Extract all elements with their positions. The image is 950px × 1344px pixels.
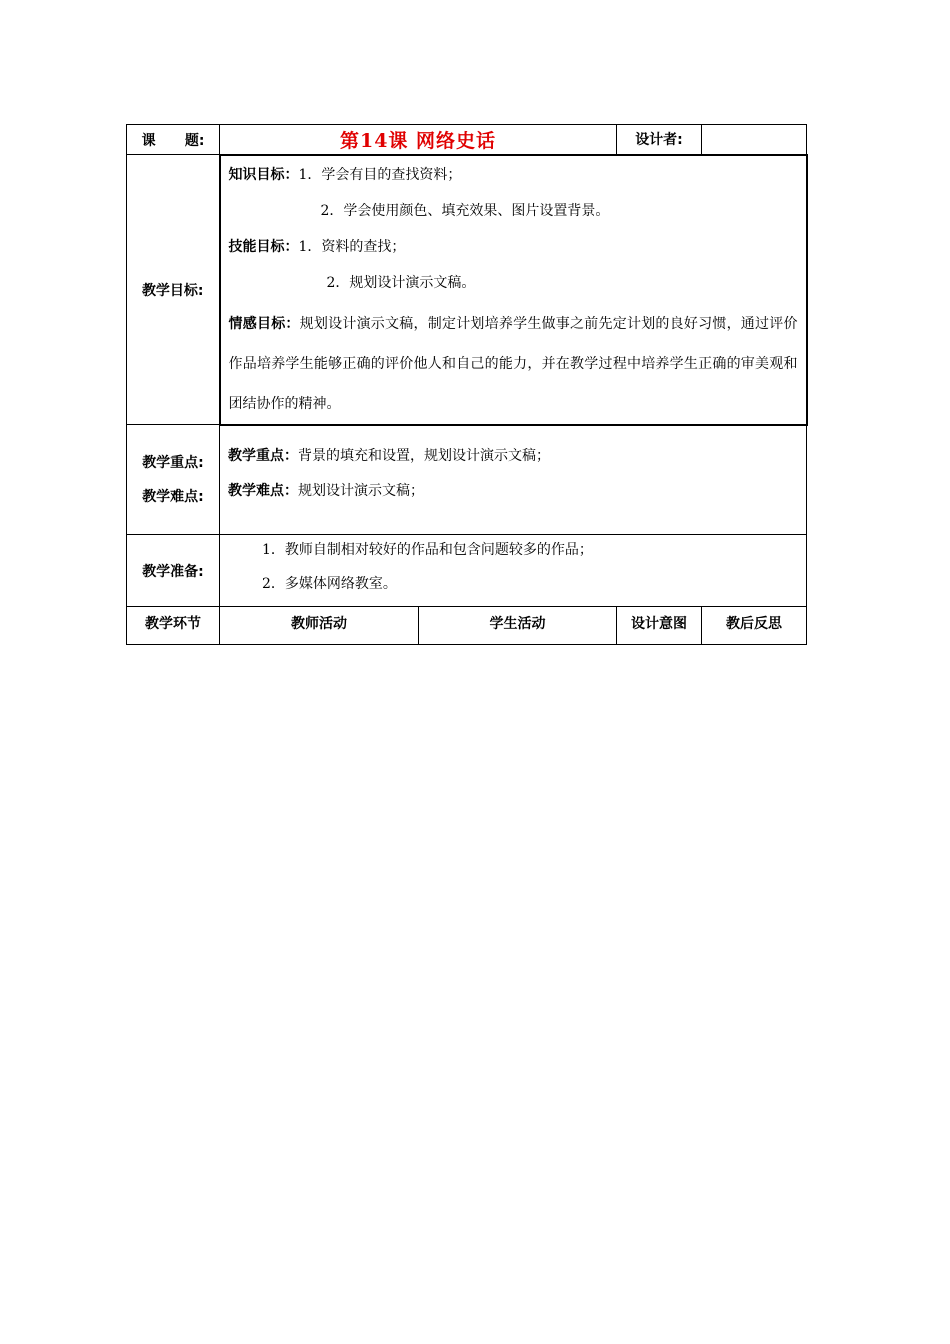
skill-line-1 — [229, 232, 798, 268]
keys-label-cell — [127, 425, 220, 535]
emotion-paragraph — [229, 304, 798, 424]
skill-item-1: 1．资料的查找； — [298, 238, 406, 255]
lesson-plan-sheet — [126, 124, 806, 645]
goals-row — [127, 155, 807, 425]
key-label: 教学重点: — [142, 454, 204, 471]
skill-label: 技能目标： — [228, 238, 299, 255]
topic-label: 课 题: — [127, 125, 220, 155]
knowledge-line-1 — [229, 160, 798, 196]
prep-item-1: 1．教师自制相对较好的作品和包含问题较多的作品； — [262, 542, 593, 558]
prep-content — [220, 535, 807, 607]
difficult-point-label: 教学难点： — [228, 482, 298, 499]
emotion-label: 情感目标： — [228, 315, 300, 332]
designer-label: 设计者: — [617, 125, 702, 155]
knowledge-item-1: 1．学会有目的查找资料； — [298, 166, 462, 183]
skill-item-2: 2．规划设计演示文稿。 — [326, 274, 476, 291]
skill-line-2 — [229, 268, 798, 304]
keys-row — [127, 425, 807, 535]
keys-content — [220, 425, 807, 535]
goals-label: 教学目标: — [127, 155, 220, 425]
lesson-title: 第14课 网络史话 — [220, 125, 617, 155]
prep-label: 教学准备: — [127, 535, 220, 607]
difficult-label: 教学难点: — [142, 488, 204, 505]
knowledge-label: 知识目标： — [228, 166, 299, 183]
difficult-line — [228, 475, 798, 510]
column-header-stage: 教学环节 — [127, 607, 220, 645]
prep-row — [127, 535, 807, 607]
prep-item-2: 2．多媒体网络教室。 — [262, 576, 397, 592]
lesson-plan-table — [126, 124, 808, 645]
column-header-student: 学生活动 — [419, 607, 617, 645]
column-header-reflection: 教后反思 — [702, 607, 807, 645]
goals-content — [220, 155, 807, 425]
activity-header-row — [127, 607, 807, 645]
knowledge-line-2 — [229, 196, 798, 232]
designer-value — [702, 125, 807, 155]
key-point-text: 背景的填充和设置，规划设计演示文稿； — [298, 447, 550, 464]
difficult-point-text: 规划设计演示文稿； — [298, 482, 424, 499]
key-point-label: 教学重点： — [228, 447, 298, 464]
column-header-teacher: 教师活动 — [220, 607, 419, 645]
column-header-intent: 设计意图 — [617, 607, 702, 645]
key-line — [228, 440, 798, 475]
emotion-text: 规划设计演示文稿，制定计划培养学生做事之前先定计划的良好习惯，通过评价作品培养学生能够正确的评价他人和自己的能力，并在教学过程中培养学生正确的审美观和团结协作的精神。 — [228, 315, 798, 412]
header-row — [127, 125, 807, 155]
knowledge-item-2: 2．学会使用颜色、填充效果、图片设置背景。 — [320, 202, 610, 219]
